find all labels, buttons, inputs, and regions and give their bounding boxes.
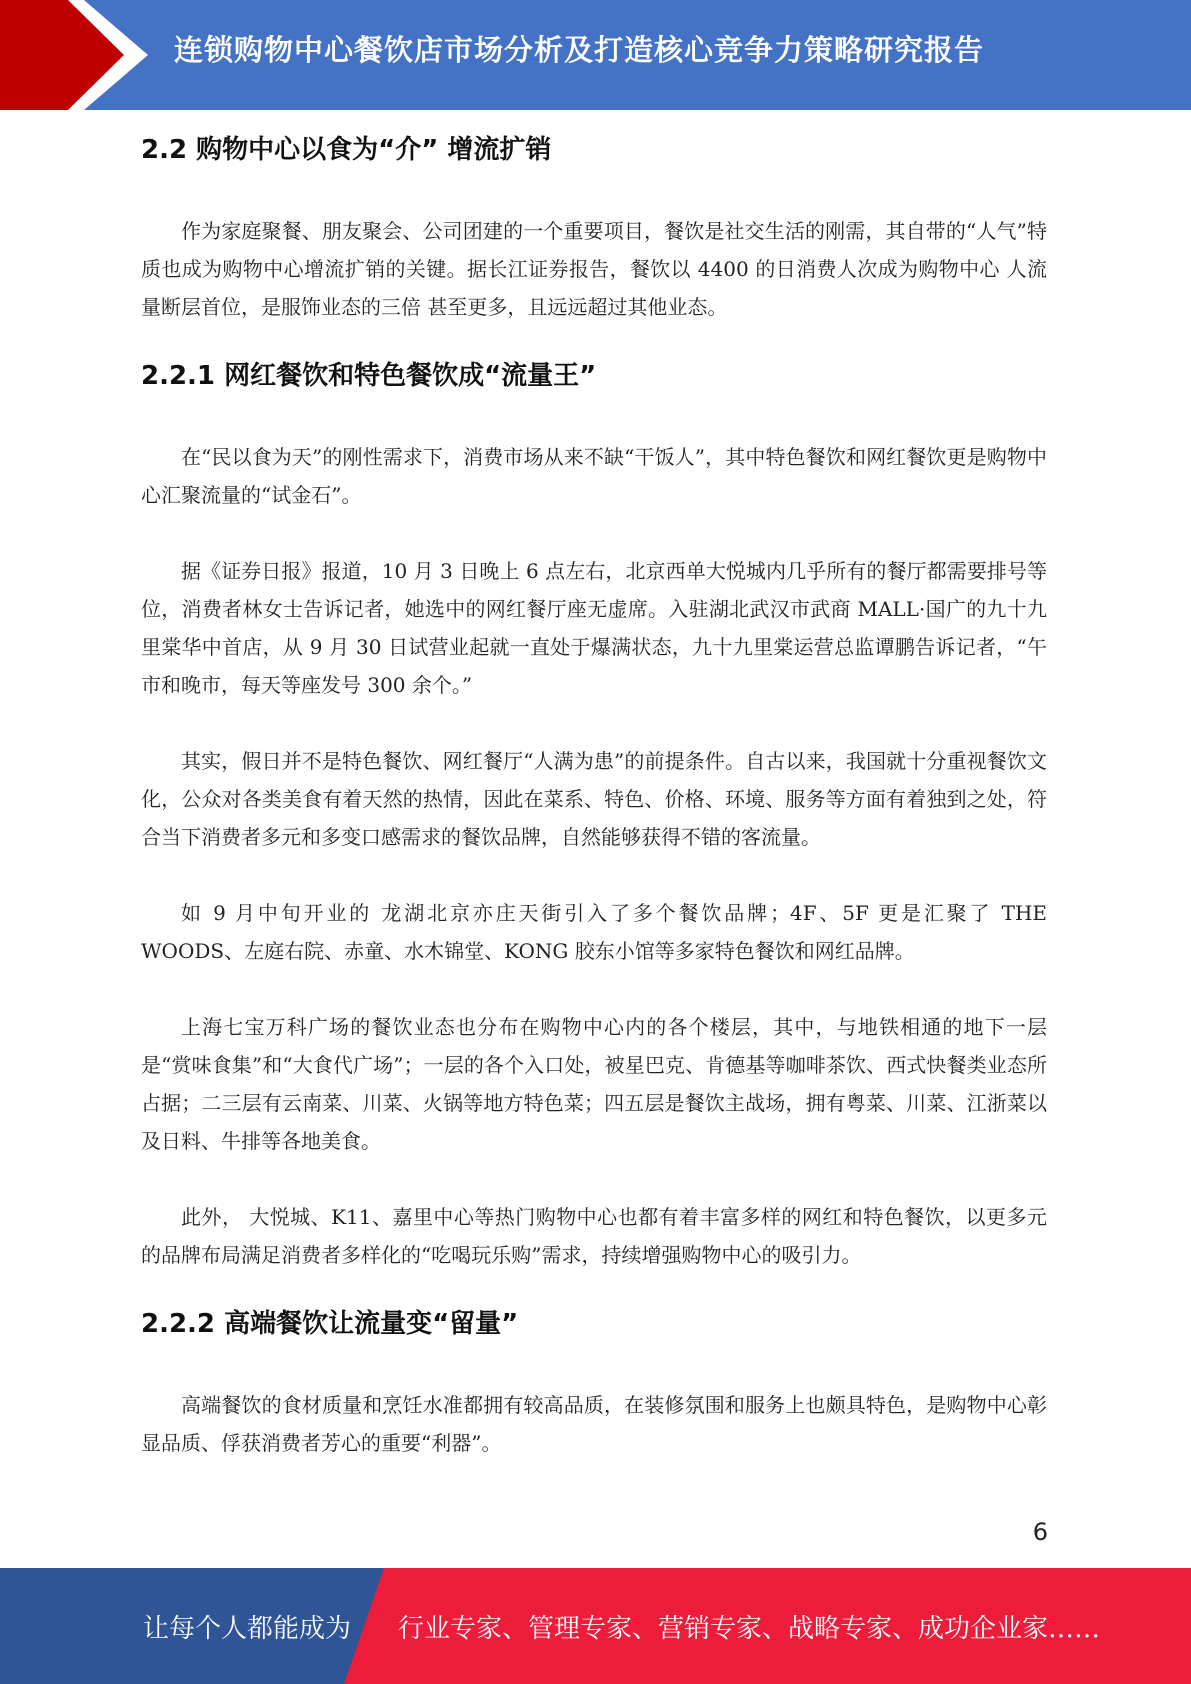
paragraph: 在“民以食为天”的刚性需求下，消费市场从来不缺“干饭人”，其中特色餐饮和网红餐饮更是购物中心汇聚流量的“试金石”。 [141, 445, 1047, 507]
page-number: 6 [1032, 1518, 1048, 1546]
section-heading-2-2: 2.2 购物中心以食为“介” 增流扩销 [141, 135, 552, 165]
footer-slogan-right: 行业专家、管理专家、营销专家、战略专家、成功企业家…… [398, 1614, 1101, 1644]
report-header [0, 0, 1191, 110]
footer-slogan-left: 让每个人都能成为 [143, 1614, 352, 1644]
paragraph: 上海七宝万科广场的餐饮业态也分布在购物中心内的各个楼层，其中，与地铁相通的地下一层是“赏味食集”和“大食代广场”；一层的各个入口处，被星巴克、肯德基等咖啡茶饮、西式快餐类业态所占据；二三层有云南菜、川菜、火锅等地方特色菜；四五层是餐饮主战场，拥有粤菜、川菜、江浙菜以及日料、牛排等各地美食。 [141, 1015, 1047, 1153]
section-heading-2-2-1: 2.2.1 网红餐饮和特色餐饮成“流量王” [141, 361, 597, 391]
report-title: 连锁购物中心餐饮店市场分析及打造核心竞争力策略研究报告 [174, 33, 985, 67]
paragraph: 其实，假日并不是特色餐饮、网红餐厅“人满为患”的前提条件。自古以来，我国就十分重视餐饮文化，公众对各类美食有着天然的热情，因此在菜系、特色、价格、环境、服务等方面有着独到之处，符合当下消费者多元和多变口感需求的餐饮品牌，自然能够获得不错的客流量。 [141, 749, 1047, 849]
paragraph: 作为家庭聚餐、朋友聚会、公司团建的一个重要项目，餐饮是社交生活的刚需，其自带的“人气”特质也成为购物中心增流扩销的关键。据长江证券报告，餐饮以 4400 的日消费人次成为购物中心 人流量断层首位，是服饰业态的三倍 甚至更多，且远远超过其他业态。 [141, 219, 1047, 319]
paragraph: 据《证券日报》报道，10 月 3 日晚上 6 点左右，北京西单大悦城内几乎所有的餐厅都需要排号等位，消费者林女士告诉记者，她选中的网红餐厅座无虚席。入驻湖北武汉市武商 MALL·国广的九十九里棠华中首店，从 9 月 30 日试营业起就一直处于爆满状态，九十九里棠运营总监谭鹏告诉记者，“午市和晚市，每天等座发号 300 余个。” [141, 559, 1047, 697]
report-footer [0, 1568, 1191, 1684]
header-chevron-decoration [0, 0, 160, 110]
paragraph: 如 9 月中旬开业的 龙湖北京亦庄天街引入了多个餐饮品牌；4F、5F 更是汇聚了 THE WOODS、左庭右院、赤童、水木锦堂、KONG 胶东小馆等多家特色餐饮和网红品牌。 [141, 901, 1047, 963]
section-heading-2-2-2: 2.2.2 高端餐饮让流量变“留量” [141, 1309, 519, 1339]
paragraph: 高端餐饮的食材质量和烹饪水准都拥有较高品质，在装修氛围和服务上也颇具特色，是购物中心彰显品质、俘获消费者芳心的重要“利器”。 [141, 1393, 1047, 1455]
paragraph: 此外， 大悦城、K11、嘉里中心等热门购物中心也都有着丰富多样的网红和特色餐饮，以更多元的品牌布局满足消费者多样化的“吃喝玩乐购”需求，持续增强购物中心的吸引力。 [141, 1205, 1047, 1267]
document-body [141, 128, 1047, 1462]
